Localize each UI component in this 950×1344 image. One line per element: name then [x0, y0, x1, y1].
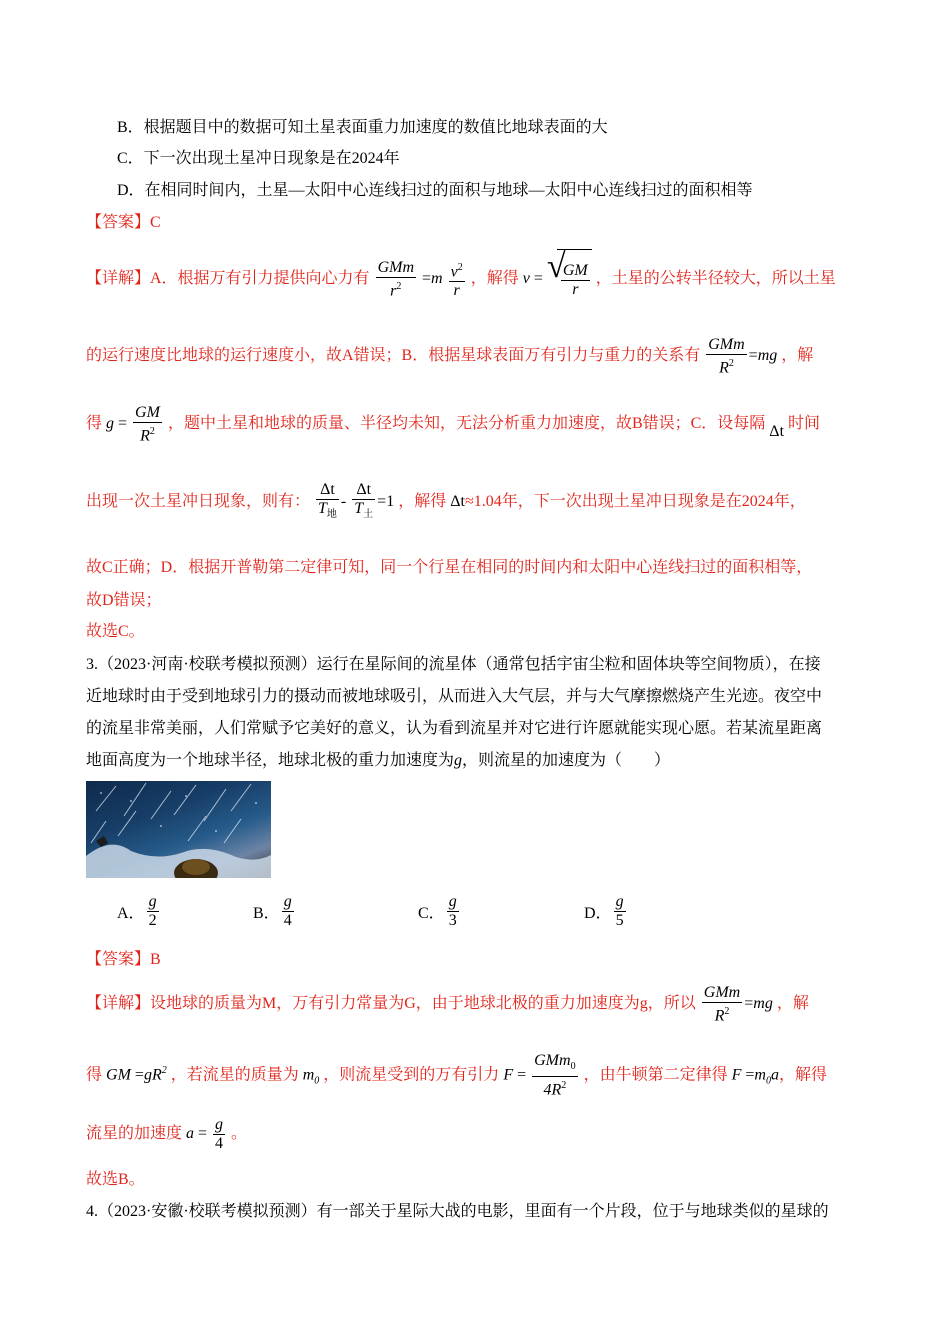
formula-v2-over-r: $\frac{v^2}{r}$	[449, 259, 465, 300]
detail1-line3: 得 g = $\frac{GM}{R^2}$ ，题中土星和地球的质量、半径均未知，无法分析重力加速度，故B错误；C．设每隔 Δt 时间	[86, 403, 821, 444]
answer-2: 【答案】B	[86, 951, 161, 968]
detail1-line6: 故D错误；	[86, 592, 162, 609]
detail2-line1: 【详解】设地球的质量为M，万有引力常量为G，由于地球北极的重力加速度为g，所以 $\frac{\text{GMm}}{R^2}$ =mg ，解	[86, 983, 809, 1024]
answer-1: 【答案】C	[86, 214, 161, 231]
formula-dt-over-tdi: $\frac{\Delta t}{T_地}$	[318, 480, 337, 520]
detail1-line7: 故选C。	[86, 623, 145, 640]
formula-gmm-over-R2: $\frac{\text{GMm}}{R^2}$	[708, 335, 745, 376]
option-c: C．下一次出现土星冲日现象是在2024年	[117, 150, 400, 167]
q3-option-d[interactable]: D． $\frac{g}{5}$	[584, 893, 624, 929]
formula2-gmm-over-R2: $\frac{\text{GMm}}{R^2}$	[703, 983, 741, 1024]
detail1-line5: 故C正确；D．根据开普勒第二定律可知，同一个行星在相同的时间内和太阳中心连线扫过的面积相等，	[86, 559, 813, 576]
option-b: B．根据题目中的数据可知土星表面重力加速度的数值比地球表面的大	[117, 119, 608, 136]
detail2-line2: 得 GM $=gR^2$ ，若流星的质量为 $m_0$ ，则流星受到的万有引力 F = $\frac{GMm_0}{4R^2}$ ，由牛顿第二定律得 $F =m_0a$，解得	[86, 1051, 827, 1099]
detail1-text-c: ，土星的公转半径较大，所以土星	[595, 270, 836, 288]
q3-line1: 3.（2023·河南·校联考模拟预测）运行在星际间的流星体（通常包括宇宙尘粒和固体块等空间物质），在接	[86, 656, 821, 673]
meteor-shower-image	[86, 781, 271, 878]
formula2-g-over-4: $\frac{g}{4}$	[215, 1115, 224, 1152]
detail1-line4: 出现一次土星冲日现象，则有： $\frac{\Delta t}{T_地}$ - $\frac{\Delta t}{T_土}$ =1 ，解得 Δt≈1.04年，下一次出现土星冲日现象是在2024年，	[86, 470, 806, 534]
formula-gm-over-R2: $\frac{GM}{R^2}$	[135, 403, 160, 444]
option-d: D．在相同时间内，土星—太阳中心连线扫过的面积与地球—太阳中心连线扫过的面积相等	[117, 182, 753, 199]
detail1-line1: 【详解】A．根据万有引力提供向心力有 $\frac{\text{GMm}}{r^2}$ =m $\frac{v^2}{r}$ ，解得 v = √ $\frac{GM}{r}$ ，土星的公转半径较大，所以土星	[86, 249, 836, 310]
detail1-text-b: ，解得	[470, 270, 519, 288]
q4-line1: 4.（2023·安徽·校联考模拟预测）有一部关于星际大战的电影，里面有一个片段，位于与地球类似的星球的	[86, 1203, 829, 1220]
q3-line2: 近地球时由于受到地球引力的摄动而被地球吸引，从而进入大气层，并与大气摩擦燃烧产生光迹。夜空中	[86, 688, 823, 705]
formula-gmm-over-r2: $\frac{\text{GMm}}{r^2}$	[377, 258, 414, 300]
q3-line4: 地面高度为一个地球半径，地球北极的重力加速度为g，则流星的加速度为（ ）	[86, 752, 671, 769]
formula-sqrt-gm-r: √ $\frac{GM}{r}$	[547, 249, 592, 310]
q3-option-a[interactable]: A． $\frac{g}{2}$	[117, 893, 157, 929]
detail1-line2: 的运行速度比地球的运行速度小，故A错误；B．根据星球表面万有引力与重力的关系有 $\frac{\text{GMm}}{R^2}$ =mg ，解	[86, 335, 814, 376]
q3-option-b[interactable]: B． $\frac{g}{4}$	[253, 893, 292, 929]
q3-option-c[interactable]: C． $\frac{g}{3}$	[418, 893, 457, 929]
detail1-text-a: 【详解】A．根据万有引力提供向心力有	[86, 270, 370, 288]
q3-line3: 的流星非常美丽，人们常赋予它美好的意义，认为看到流星并对它进行许愿就能实现心愿。若某流星距离	[86, 720, 823, 737]
formula2-gmm0-over-4R2: $\frac{GMm_0}{4R^2}$	[534, 1051, 576, 1099]
detail2-line3: 流星的加速度 a = $\frac{g}{4}$ 。	[86, 1115, 248, 1152]
formula-dt-over-ttu: $\frac{\Delta t}{T_土}$	[354, 480, 374, 520]
detail2-line4: 故选B。	[86, 1171, 145, 1188]
